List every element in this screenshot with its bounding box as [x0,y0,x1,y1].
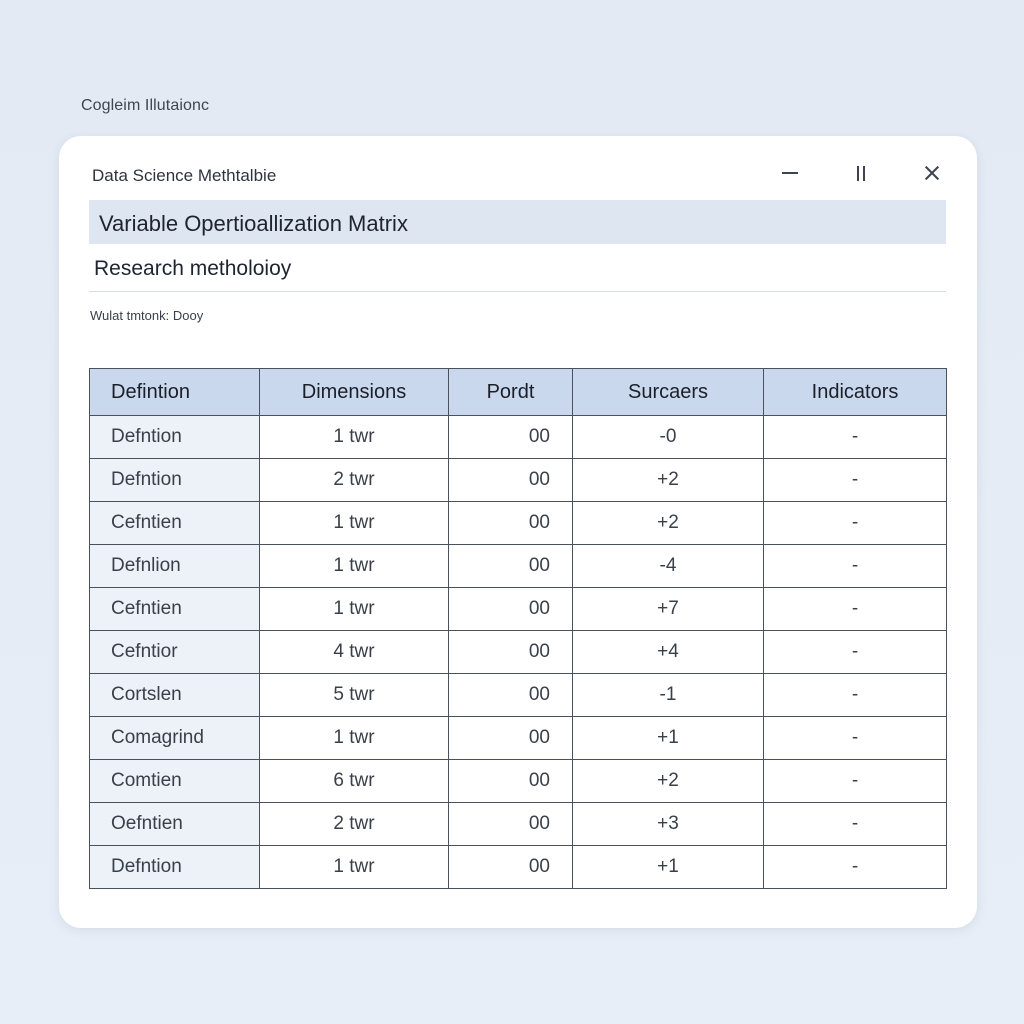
cell-definition: Defnlion [90,545,260,588]
cell-dimensions: 1 twr [260,588,449,631]
table-row[interactable] [90,502,947,545]
cell-indicators: - [764,760,947,803]
cell-definition: Defntion [90,846,260,889]
cell-pordt: 00 [449,760,573,803]
cell-pordt: 00 [449,846,573,889]
table-row[interactable] [90,545,947,588]
column-header-indicators[interactable]: Indicators [764,369,947,416]
table-row[interactable] [90,416,947,459]
cell-surcaers: +2 [573,459,764,502]
minimize-button[interactable] [775,158,805,188]
cell-surcaers: +2 [573,502,764,545]
cell-definition: Comtien [90,760,260,803]
cell-dimensions: 1 twr [260,545,449,588]
cell-dimensions: 4 twr [260,631,449,674]
cell-definition: Defntion [90,416,260,459]
cell-definition: Oefntien [90,803,260,846]
table-row[interactable] [90,803,947,846]
cell-pordt: 00 [449,674,573,717]
cell-surcaers: -4 [573,545,764,588]
cell-definition: Cefntior [90,631,260,674]
cell-dimensions: 5 twr [260,674,449,717]
cell-indicators: - [764,674,947,717]
cell-pordt: 00 [449,502,573,545]
cell-pordt: 00 [449,631,573,674]
page-title: Variable Opertioallization Matrix [99,211,408,236]
cell-indicators: - [764,502,947,545]
table-body [90,416,947,889]
cell-definition: Defntion [90,459,260,502]
cell-dimensions: 6 twr [260,760,449,803]
cell-dimensions: 1 twr [260,416,449,459]
cell-surcaers: +4 [573,631,764,674]
cell-indicators: - [764,717,947,760]
cell-indicators: - [764,416,947,459]
pause-button[interactable] [846,158,876,188]
column-header-definition[interactable]: Defintion [90,369,260,416]
table-row[interactable] [90,846,947,889]
cell-pordt: 00 [449,717,573,760]
cell-dimensions: 1 twr [260,502,449,545]
cell-surcaers: -1 [573,674,764,717]
cell-definition: Cefntien [90,502,260,545]
cell-dimensions: 1 twr [260,846,449,889]
cell-indicators: - [764,459,947,502]
minimize-icon [782,172,798,174]
table-row[interactable] [90,631,947,674]
window-controls [775,158,947,188]
cell-pordt: 00 [449,545,573,588]
close-button[interactable] [917,158,947,188]
table-row[interactable] [90,717,947,760]
pause-icon [857,166,865,181]
caption-text: Wulat tmtonk: Dooy [90,308,204,323]
cell-surcaers: +1 [573,846,764,889]
cell-definition: Cefntien [90,588,260,631]
cell-dimensions: 1 twr [260,717,449,760]
cell-surcaers: +3 [573,803,764,846]
table-header-row [90,369,947,416]
cell-surcaers: +2 [573,760,764,803]
cell-indicators: - [764,846,947,889]
table-row[interactable] [90,760,947,803]
cell-surcaers: +7 [573,588,764,631]
cell-dimensions: 2 twr [260,803,449,846]
cell-pordt: 00 [449,588,573,631]
column-header-surcaers[interactable]: Surcaers [573,369,764,416]
cell-definition: Cortslen [90,674,260,717]
operationalization-table [89,368,947,889]
close-icon [924,165,940,181]
cell-pordt: 00 [449,416,573,459]
cell-pordt: 00 [449,803,573,846]
cell-definition: Comagrind [90,717,260,760]
section-subtitle: Research metholoioy [94,257,292,280]
cell-surcaers: -0 [573,416,764,459]
column-header-pordt[interactable]: Pordt [449,369,573,416]
outer-label: Cogleim Illutaionc [81,97,210,114]
column-header-dimensions[interactable]: Dimensions [260,369,449,416]
cell-indicators: - [764,803,947,846]
window-title: Data Science Methtalbie [92,166,277,185]
table-row[interactable] [90,459,947,502]
table-row[interactable] [90,588,947,631]
cell-dimensions: 2 twr [260,459,449,502]
dialog-window [59,136,977,928]
cell-surcaers: +1 [573,717,764,760]
heading-bar [89,200,946,244]
cell-indicators: - [764,545,947,588]
cell-indicators: - [764,631,947,674]
table-row[interactable] [90,674,947,717]
cell-pordt: 00 [449,459,573,502]
cell-indicators: - [764,588,947,631]
divider [89,291,946,292]
